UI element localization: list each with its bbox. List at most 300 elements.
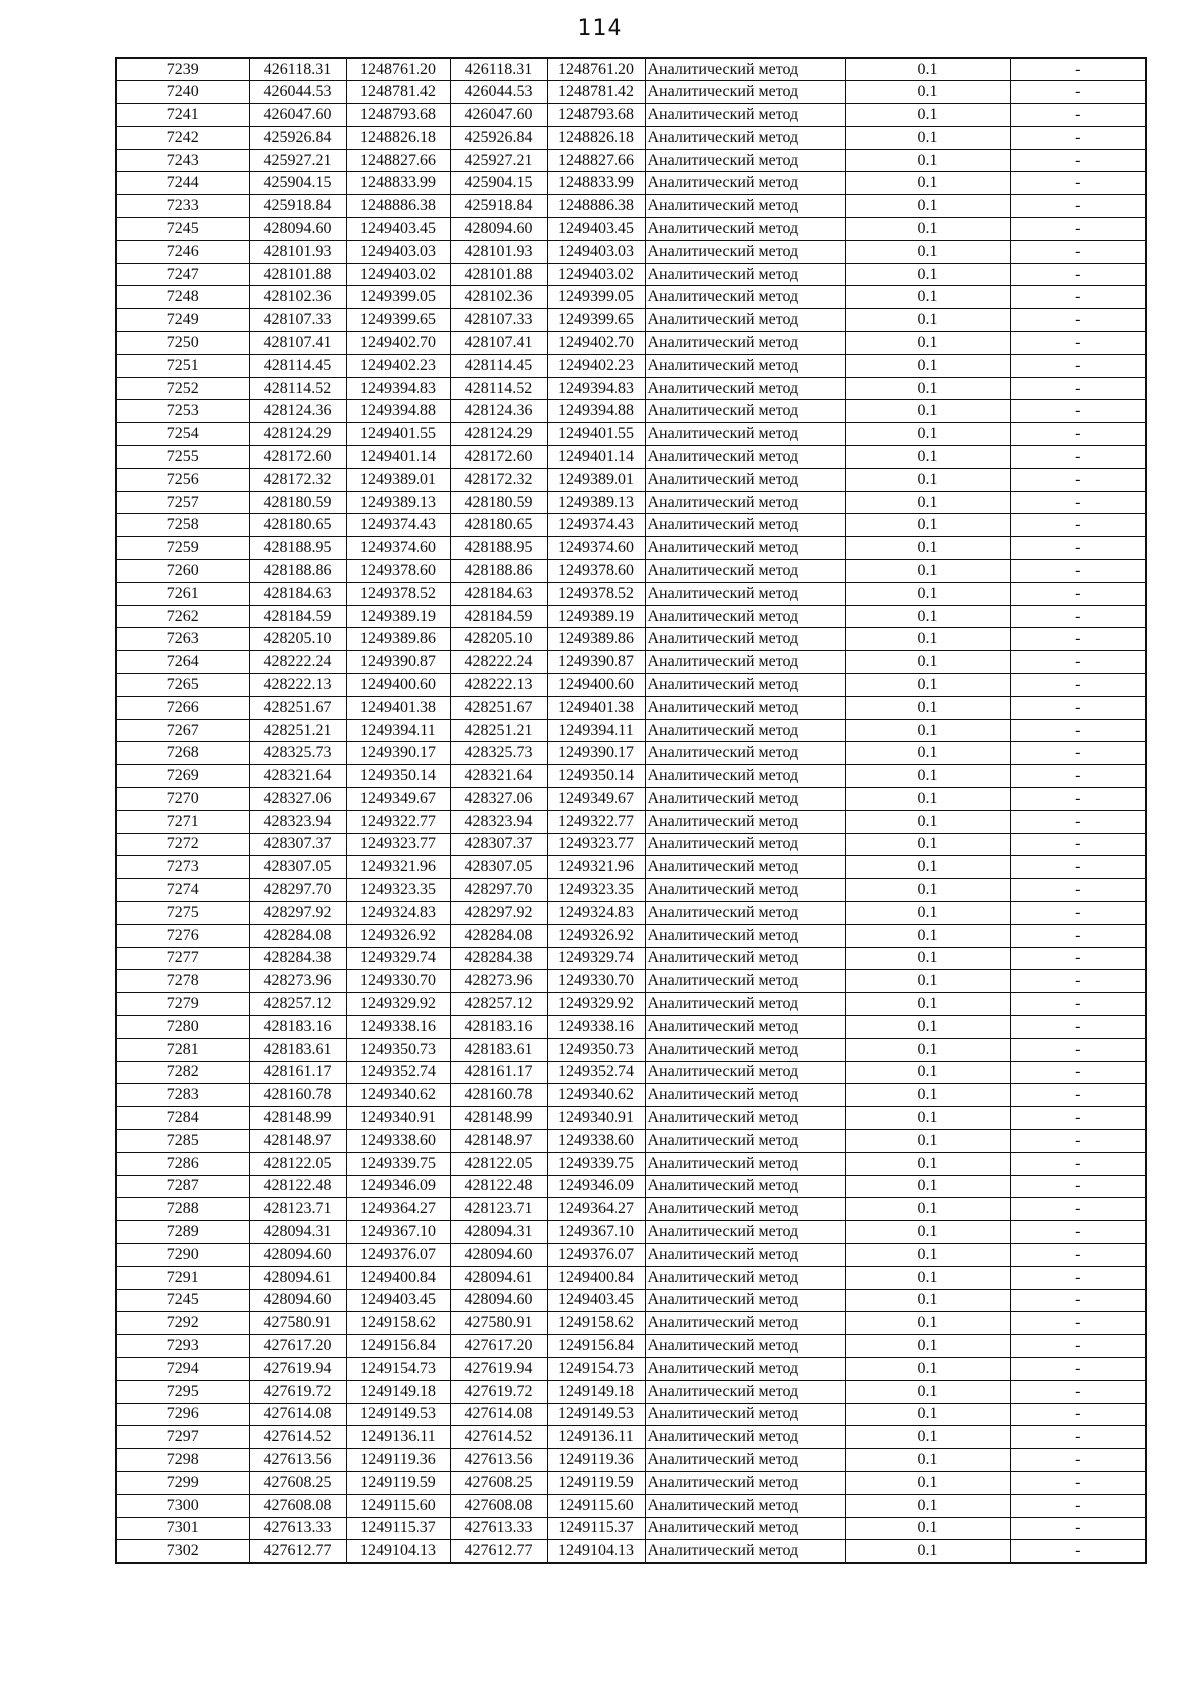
x-coordinate-cell: 428184.63	[450, 582, 547, 605]
y-coordinate-cell: 1249156.84	[346, 1335, 450, 1358]
x-coordinate-cell: 426118.31	[450, 58, 547, 81]
y-coordinate-cell: 1249390.87	[346, 651, 450, 674]
table-row	[116, 582, 1146, 605]
note-cell: -	[1010, 1312, 1146, 1335]
x-coordinate-cell: 428188.86	[450, 560, 547, 583]
y-coordinate-cell: 1249104.13	[547, 1540, 645, 1563]
note-cell: -	[1010, 263, 1146, 286]
method-cell: Аналитический метод	[645, 172, 845, 195]
table-row	[116, 1517, 1146, 1540]
x-coordinate-cell: 428222.24	[249, 651, 346, 674]
point-number-cell: 7262	[116, 605, 249, 628]
point-number-cell: 7299	[116, 1471, 249, 1494]
method-cell: Аналитический метод	[645, 1038, 845, 1061]
accuracy-cell: 0.1	[845, 58, 1010, 81]
x-coordinate-cell: 425918.84	[450, 195, 547, 218]
y-coordinate-cell: 1249149.53	[547, 1403, 645, 1426]
accuracy-cell: 0.1	[845, 856, 1010, 879]
y-coordinate-cell: 1249340.62	[547, 1084, 645, 1107]
coordinates-table-body	[116, 58, 1146, 1563]
x-coordinate-cell: 428101.88	[450, 263, 547, 286]
y-coordinate-cell: 1249364.27	[346, 1198, 450, 1221]
note-cell: -	[1010, 947, 1146, 970]
x-coordinate-cell: 428148.97	[249, 1129, 346, 1152]
accuracy-cell: 0.1	[845, 674, 1010, 697]
point-number-cell: 7298	[116, 1449, 249, 1472]
y-coordinate-cell: 1249403.45	[346, 218, 450, 241]
x-coordinate-cell: 428172.32	[450, 468, 547, 491]
method-cell: Аналитический метод	[645, 1471, 845, 1494]
note-cell: -	[1010, 1335, 1146, 1358]
y-coordinate-cell: 1249402.23	[547, 354, 645, 377]
x-coordinate-cell: 428107.33	[450, 309, 547, 332]
point-number-cell: 7253	[116, 400, 249, 423]
accuracy-cell: 0.1	[845, 423, 1010, 446]
accuracy-cell: 0.1	[845, 1380, 1010, 1403]
x-coordinate-cell: 428107.41	[450, 332, 547, 355]
point-number-cell: 7281	[116, 1038, 249, 1061]
x-coordinate-cell: 428297.70	[450, 879, 547, 902]
x-coordinate-cell: 428183.16	[450, 1015, 547, 1038]
point-number-cell: 7291	[116, 1266, 249, 1289]
note-cell: -	[1010, 172, 1146, 195]
y-coordinate-cell: 1249378.52	[346, 582, 450, 605]
method-cell: Аналитический метод	[645, 605, 845, 628]
x-coordinate-cell: 428273.96	[450, 970, 547, 993]
coordinates-table	[115, 57, 1147, 1564]
table-row	[116, 1198, 1146, 1221]
table-row	[116, 423, 1146, 446]
table-row	[116, 1312, 1146, 1335]
table-row	[116, 1494, 1146, 1517]
table-row	[116, 446, 1146, 469]
accuracy-cell: 0.1	[845, 1061, 1010, 1084]
x-coordinate-cell: 428251.21	[249, 719, 346, 742]
accuracy-cell: 0.1	[845, 765, 1010, 788]
method-cell: Аналитический метод	[645, 240, 845, 263]
y-coordinate-cell: 1249323.77	[547, 833, 645, 856]
y-coordinate-cell: 1249364.27	[547, 1198, 645, 1221]
table-row	[116, 468, 1146, 491]
note-cell: -	[1010, 1175, 1146, 1198]
point-number-cell: 7297	[116, 1426, 249, 1449]
table-row	[116, 1357, 1146, 1380]
accuracy-cell: 0.1	[845, 332, 1010, 355]
point-number-cell: 7240	[116, 81, 249, 104]
point-number-cell: 7272	[116, 833, 249, 856]
accuracy-cell: 0.1	[845, 901, 1010, 924]
x-coordinate-cell: 428094.61	[450, 1266, 547, 1289]
note-cell: -	[1010, 491, 1146, 514]
table-row	[116, 1038, 1146, 1061]
point-number-cell: 7278	[116, 970, 249, 993]
x-coordinate-cell: 428205.10	[249, 628, 346, 651]
table-row	[116, 400, 1146, 423]
accuracy-cell: 0.1	[845, 1289, 1010, 1312]
x-coordinate-cell: 428321.64	[249, 765, 346, 788]
x-coordinate-cell: 428123.71	[249, 1198, 346, 1221]
y-coordinate-cell: 1249352.74	[346, 1061, 450, 1084]
y-coordinate-cell: 1249374.60	[547, 537, 645, 560]
y-coordinate-cell: 1249149.53	[346, 1403, 450, 1426]
note-cell: -	[1010, 1061, 1146, 1084]
x-coordinate-cell: 428257.12	[249, 993, 346, 1016]
y-coordinate-cell: 1249154.73	[346, 1357, 450, 1380]
y-coordinate-cell: 1249401.14	[547, 446, 645, 469]
table-row	[116, 901, 1146, 924]
x-coordinate-cell: 428325.73	[249, 742, 346, 765]
point-number-cell: 7261	[116, 582, 249, 605]
method-cell: Аналитический метод	[645, 1266, 845, 1289]
x-coordinate-cell: 428094.60	[249, 1243, 346, 1266]
method-cell: Аналитический метод	[645, 1494, 845, 1517]
y-coordinate-cell: 1249323.77	[346, 833, 450, 856]
x-coordinate-cell: 428180.65	[249, 514, 346, 537]
x-coordinate-cell: 427614.08	[249, 1403, 346, 1426]
x-coordinate-cell: 428094.60	[450, 218, 547, 241]
accuracy-cell: 0.1	[845, 651, 1010, 674]
y-coordinate-cell: 1249400.84	[547, 1266, 645, 1289]
point-number-cell: 7300	[116, 1494, 249, 1517]
method-cell: Аналитический метод	[645, 1289, 845, 1312]
x-coordinate-cell: 427619.94	[450, 1357, 547, 1380]
x-coordinate-cell: 425918.84	[249, 195, 346, 218]
table-row	[116, 1107, 1146, 1130]
point-number-cell: 7269	[116, 765, 249, 788]
y-coordinate-cell: 1249389.86	[547, 628, 645, 651]
x-coordinate-cell: 427580.91	[249, 1312, 346, 1335]
x-coordinate-cell: 428307.37	[450, 833, 547, 856]
y-coordinate-cell: 1249338.16	[547, 1015, 645, 1038]
note-cell: -	[1010, 1357, 1146, 1380]
note-cell: -	[1010, 537, 1146, 560]
method-cell: Аналитический метод	[645, 1129, 845, 1152]
point-number-cell: 7242	[116, 126, 249, 149]
accuracy-cell: 0.1	[845, 1221, 1010, 1244]
method-cell: Аналитический метод	[645, 1152, 845, 1175]
note-cell: -	[1010, 1494, 1146, 1517]
method-cell: Аналитический метод	[645, 332, 845, 355]
x-coordinate-cell: 428148.97	[450, 1129, 547, 1152]
y-coordinate-cell: 1249401.55	[547, 423, 645, 446]
point-number-cell: 7255	[116, 446, 249, 469]
y-coordinate-cell: 1249389.19	[547, 605, 645, 628]
note-cell: -	[1010, 354, 1146, 377]
x-coordinate-cell: 428183.61	[249, 1038, 346, 1061]
point-number-cell: 7243	[116, 149, 249, 172]
method-cell: Аналитический метод	[645, 1380, 845, 1403]
note-cell: -	[1010, 377, 1146, 400]
y-coordinate-cell: 1249339.75	[346, 1152, 450, 1175]
table-row	[116, 1471, 1146, 1494]
table-row	[116, 172, 1146, 195]
x-coordinate-cell: 425904.15	[450, 172, 547, 195]
note-cell: -	[1010, 218, 1146, 241]
method-cell: Аналитический метод	[645, 970, 845, 993]
point-number-cell: 7271	[116, 810, 249, 833]
accuracy-cell: 0.1	[845, 1426, 1010, 1449]
x-coordinate-cell: 427612.77	[249, 1540, 346, 1563]
method-cell: Аналитический метод	[645, 833, 845, 856]
x-coordinate-cell: 428222.13	[249, 674, 346, 697]
method-cell: Аналитический метод	[645, 628, 845, 651]
y-coordinate-cell: 1249154.73	[547, 1357, 645, 1380]
x-coordinate-cell: 428183.61	[450, 1038, 547, 1061]
y-coordinate-cell: 1249399.05	[547, 286, 645, 309]
accuracy-cell: 0.1	[845, 172, 1010, 195]
x-coordinate-cell: 427608.25	[450, 1471, 547, 1494]
x-coordinate-cell: 428205.10	[450, 628, 547, 651]
method-cell: Аналитический метод	[645, 1243, 845, 1266]
x-coordinate-cell: 428114.45	[450, 354, 547, 377]
accuracy-cell: 0.1	[845, 1243, 1010, 1266]
x-coordinate-cell: 427608.25	[249, 1471, 346, 1494]
point-number-cell: 7257	[116, 491, 249, 514]
method-cell: Аналитический метод	[645, 377, 845, 400]
x-coordinate-cell: 428124.36	[249, 400, 346, 423]
note-cell: -	[1010, 149, 1146, 172]
note-cell: -	[1010, 332, 1146, 355]
x-coordinate-cell: 428307.37	[249, 833, 346, 856]
x-coordinate-cell: 428160.78	[249, 1084, 346, 1107]
y-coordinate-cell: 1249389.13	[547, 491, 645, 514]
y-coordinate-cell: 1249329.92	[547, 993, 645, 1016]
y-coordinate-cell: 1249378.52	[547, 582, 645, 605]
y-coordinate-cell: 1249323.35	[346, 879, 450, 902]
x-coordinate-cell: 428101.88	[249, 263, 346, 286]
y-coordinate-cell: 1249403.02	[547, 263, 645, 286]
point-number-cell: 7290	[116, 1243, 249, 1266]
point-number-cell: 7263	[116, 628, 249, 651]
point-number-cell: 7293	[116, 1335, 249, 1358]
y-coordinate-cell: 1248827.66	[346, 149, 450, 172]
table-row	[116, 788, 1146, 811]
point-number-cell: 7273	[116, 856, 249, 879]
note-cell: -	[1010, 970, 1146, 993]
point-number-cell: 7267	[116, 719, 249, 742]
accuracy-cell: 0.1	[845, 605, 1010, 628]
y-coordinate-cell: 1249367.10	[346, 1221, 450, 1244]
x-coordinate-cell: 428222.24	[450, 651, 547, 674]
y-coordinate-cell: 1249390.17	[547, 742, 645, 765]
y-coordinate-cell: 1248886.38	[346, 195, 450, 218]
x-coordinate-cell: 428094.61	[249, 1266, 346, 1289]
method-cell: Аналитический метод	[645, 491, 845, 514]
table-row	[116, 924, 1146, 947]
table-row	[116, 537, 1146, 560]
y-coordinate-cell: 1249350.73	[547, 1038, 645, 1061]
accuracy-cell: 0.1	[845, 126, 1010, 149]
accuracy-cell: 0.1	[845, 1517, 1010, 1540]
note-cell: -	[1010, 696, 1146, 719]
x-coordinate-cell: 428161.17	[450, 1061, 547, 1084]
x-coordinate-cell: 428114.45	[249, 354, 346, 377]
note-cell: -	[1010, 195, 1146, 218]
note-cell: -	[1010, 1426, 1146, 1449]
accuracy-cell: 0.1	[845, 491, 1010, 514]
y-coordinate-cell: 1249389.01	[346, 468, 450, 491]
y-coordinate-cell: 1249119.59	[346, 1471, 450, 1494]
point-number-cell: 7302	[116, 1540, 249, 1563]
y-coordinate-cell: 1249402.70	[346, 332, 450, 355]
accuracy-cell: 0.1	[845, 400, 1010, 423]
y-coordinate-cell: 1249338.16	[346, 1015, 450, 1038]
x-coordinate-cell: 427608.08	[450, 1494, 547, 1517]
note-cell: -	[1010, 1403, 1146, 1426]
table-row	[116, 1084, 1146, 1107]
y-coordinate-cell: 1249402.23	[346, 354, 450, 377]
page-number: 114	[577, 16, 623, 41]
x-coordinate-cell: 428251.67	[450, 696, 547, 719]
accuracy-cell: 0.1	[845, 1129, 1010, 1152]
x-coordinate-cell: 428102.36	[249, 286, 346, 309]
x-coordinate-cell: 428325.73	[450, 742, 547, 765]
method-cell: Аналитический метод	[645, 537, 845, 560]
note-cell: -	[1010, 58, 1146, 81]
x-coordinate-cell: 428107.41	[249, 332, 346, 355]
x-coordinate-cell: 426047.60	[450, 104, 547, 127]
note-cell: -	[1010, 1084, 1146, 1107]
point-number-cell: 7296	[116, 1403, 249, 1426]
note-cell: -	[1010, 1289, 1146, 1312]
note-cell: -	[1010, 126, 1146, 149]
x-coordinate-cell: 427617.20	[450, 1335, 547, 1358]
y-coordinate-cell: 1249399.05	[346, 286, 450, 309]
x-coordinate-cell: 428148.99	[249, 1107, 346, 1130]
accuracy-cell: 0.1	[845, 696, 1010, 719]
x-coordinate-cell: 425904.15	[249, 172, 346, 195]
point-number-cell: 7256	[116, 468, 249, 491]
table-row	[116, 263, 1146, 286]
accuracy-cell: 0.1	[845, 947, 1010, 970]
note-cell: -	[1010, 514, 1146, 537]
method-cell: Аналитический метод	[645, 195, 845, 218]
point-number-cell: 7268	[116, 742, 249, 765]
x-coordinate-cell: 427614.08	[450, 1403, 547, 1426]
x-coordinate-cell: 428327.06	[450, 788, 547, 811]
x-coordinate-cell: 428123.71	[450, 1198, 547, 1221]
x-coordinate-cell: 428122.48	[249, 1175, 346, 1198]
y-coordinate-cell: 1249340.91	[346, 1107, 450, 1130]
point-number-cell: 7244	[116, 172, 249, 195]
method-cell: Аналитический метод	[645, 400, 845, 423]
accuracy-cell: 0.1	[845, 81, 1010, 104]
x-coordinate-cell: 428180.59	[450, 491, 547, 514]
accuracy-cell: 0.1	[845, 560, 1010, 583]
x-coordinate-cell: 427613.56	[249, 1449, 346, 1472]
x-coordinate-cell: 428148.99	[450, 1107, 547, 1130]
method-cell: Аналитический метод	[645, 924, 845, 947]
x-coordinate-cell: 428307.05	[450, 856, 547, 879]
table-row	[116, 1129, 1146, 1152]
x-coordinate-cell: 428257.12	[450, 993, 547, 1016]
method-cell: Аналитический метод	[645, 742, 845, 765]
accuracy-cell: 0.1	[845, 993, 1010, 1016]
note-cell: -	[1010, 1015, 1146, 1038]
y-coordinate-cell: 1249158.62	[346, 1312, 450, 1335]
y-coordinate-cell: 1249390.17	[346, 742, 450, 765]
point-number-cell: 7280	[116, 1015, 249, 1038]
method-cell: Аналитический метод	[645, 879, 845, 902]
table-row	[116, 833, 1146, 856]
y-coordinate-cell: 1249158.62	[547, 1312, 645, 1335]
point-number-cell: 7270	[116, 788, 249, 811]
point-number-cell: 7233	[116, 195, 249, 218]
x-coordinate-cell: 428122.05	[450, 1152, 547, 1175]
x-coordinate-cell: 428172.60	[249, 446, 346, 469]
x-coordinate-cell: 428094.60	[249, 1289, 346, 1312]
y-coordinate-cell: 1249350.14	[346, 765, 450, 788]
point-number-cell: 7295	[116, 1380, 249, 1403]
y-coordinate-cell: 1249399.65	[346, 309, 450, 332]
table-row	[116, 195, 1146, 218]
note-cell: -	[1010, 1198, 1146, 1221]
y-coordinate-cell: 1248833.99	[547, 172, 645, 195]
y-coordinate-cell: 1248793.68	[547, 104, 645, 127]
point-number-cell: 7301	[116, 1517, 249, 1540]
note-cell: -	[1010, 1517, 1146, 1540]
y-coordinate-cell: 1249330.70	[547, 970, 645, 993]
accuracy-cell: 0.1	[845, 1335, 1010, 1358]
x-coordinate-cell: 426047.60	[249, 104, 346, 127]
accuracy-cell: 0.1	[845, 879, 1010, 902]
method-cell: Аналитический метод	[645, 468, 845, 491]
point-number-cell: 7275	[116, 901, 249, 924]
point-number-cell: 7284	[116, 1107, 249, 1130]
note-cell: -	[1010, 1221, 1146, 1244]
note-cell: -	[1010, 674, 1146, 697]
accuracy-cell: 0.1	[845, 263, 1010, 286]
x-coordinate-cell: 428102.36	[450, 286, 547, 309]
y-coordinate-cell: 1249403.45	[547, 1289, 645, 1312]
point-number-cell: 7288	[116, 1198, 249, 1221]
y-coordinate-cell: 1249136.11	[346, 1426, 450, 1449]
x-coordinate-cell: 428297.92	[450, 901, 547, 924]
table-row	[116, 674, 1146, 697]
accuracy-cell: 0.1	[845, 1038, 1010, 1061]
note-cell: -	[1010, 719, 1146, 742]
point-number-cell: 7286	[116, 1152, 249, 1175]
method-cell: Аналитический метод	[645, 696, 845, 719]
method-cell: Аналитический метод	[645, 947, 845, 970]
y-coordinate-cell: 1249349.67	[547, 788, 645, 811]
x-coordinate-cell: 428323.94	[249, 810, 346, 833]
method-cell: Аналитический метод	[645, 1084, 845, 1107]
table-row	[116, 742, 1146, 765]
y-coordinate-cell: 1249401.38	[547, 696, 645, 719]
point-number-cell: 7252	[116, 377, 249, 400]
table-row	[116, 1221, 1146, 1244]
y-coordinate-cell: 1249376.07	[547, 1243, 645, 1266]
accuracy-cell: 0.1	[845, 1015, 1010, 1038]
y-coordinate-cell: 1249403.02	[346, 263, 450, 286]
x-coordinate-cell: 428323.94	[450, 810, 547, 833]
note-cell: -	[1010, 1540, 1146, 1563]
x-coordinate-cell: 428114.52	[249, 377, 346, 400]
y-coordinate-cell: 1249322.77	[346, 810, 450, 833]
x-coordinate-cell: 428297.92	[249, 901, 346, 924]
note-cell: -	[1010, 651, 1146, 674]
point-number-cell: 7247	[116, 263, 249, 286]
note-cell: -	[1010, 1243, 1146, 1266]
note-cell: -	[1010, 1129, 1146, 1152]
x-coordinate-cell: 428251.21	[450, 719, 547, 742]
y-coordinate-cell: 1249394.88	[346, 400, 450, 423]
x-coordinate-cell: 428094.60	[450, 1289, 547, 1312]
note-cell: -	[1010, 582, 1146, 605]
method-cell: Аналитический метод	[645, 126, 845, 149]
note-cell: -	[1010, 1038, 1146, 1061]
